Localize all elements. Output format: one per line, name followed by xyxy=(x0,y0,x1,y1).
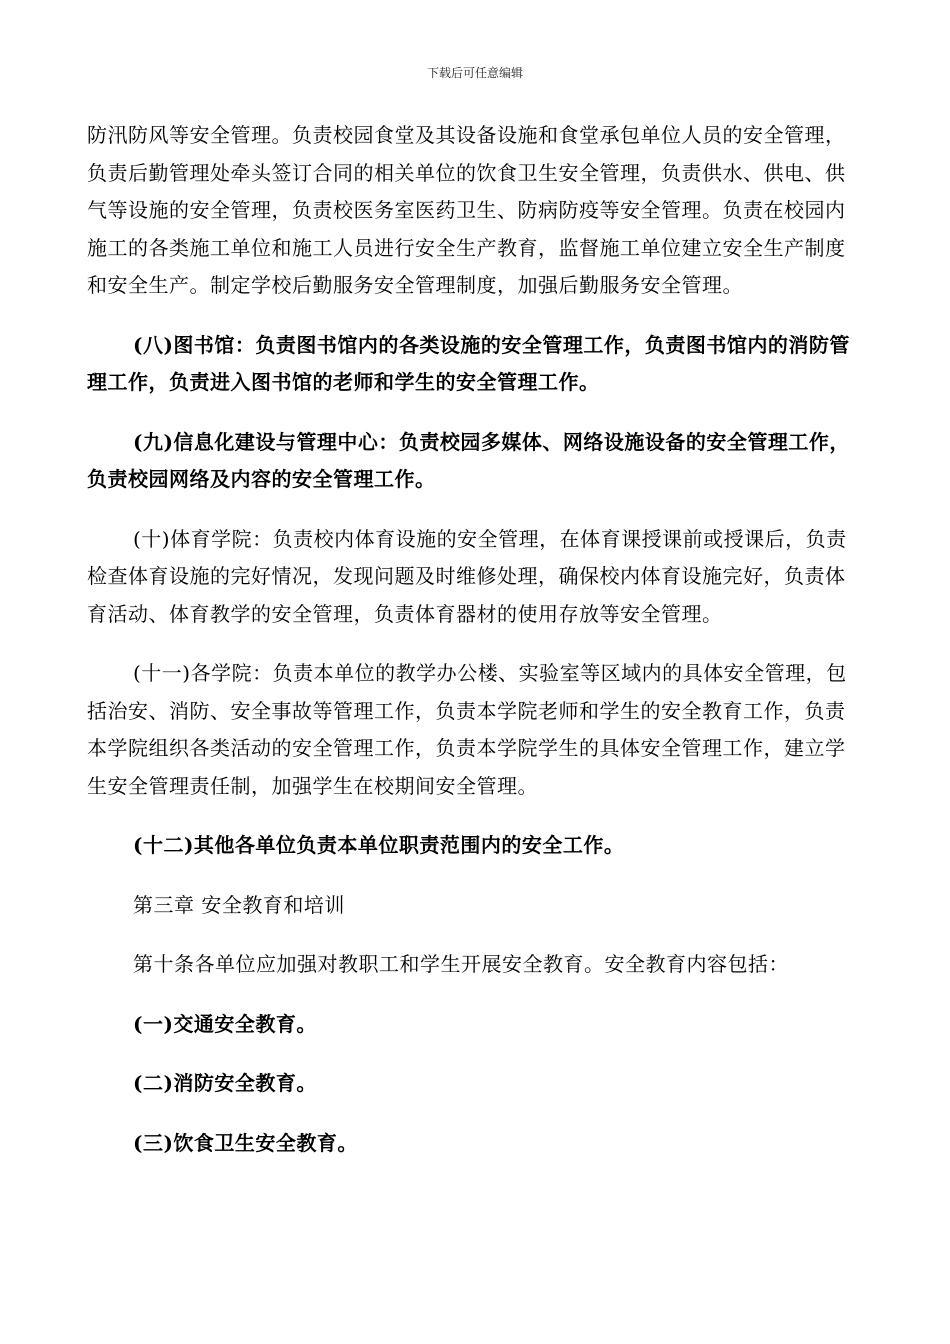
article-ten: 第十条各单位应加强对教职工和学生开展安全教育。安全教育内容包括： xyxy=(133,952,789,976)
chapter-heading: 第三章 安全教育和培训 xyxy=(133,892,345,917)
list-item-fire: (二)消防安全教育。 xyxy=(133,1071,317,1095)
paragraph-library: (八)图书馆：负责图书馆内的各类设施的安全管理工作，负责图书馆内的消防管理工作，负责进入图书馆的老师和学生的安全管理工作。 xyxy=(87,332,850,394)
paragraph-logistics: 防汛防风等安全管理。负责校园食堂及其设备设施和食堂承包单位人员的安全管理，负责后勤管理处牵头签订合同的相关单位的饮食卫生安全管理，负责供水、供电、供气等设施的安全管理，负责校医务室医药卫生、防病防疫等安全管理。负责在校园内施工的各类施工单位和施工人员进行安全生产教育，监督施工单位建立安全生产制度和安全生产。制定学校后勤服务安全管理制度，加强后勤服务安全管理。 xyxy=(87,123,846,297)
paragraph-info-center: (九)信息化建设与管理中心：负责校园多媒体、网络设施设备的安全管理工作，负责校园网络及内容的安全管理工作。 xyxy=(87,429,850,491)
page-header: 下载后可任意编辑 xyxy=(426,66,523,80)
list-item-traffic: (一)交通安全教育。 xyxy=(133,1011,317,1036)
list-item-food: (三)饮食卫生安全教育。 xyxy=(133,1130,358,1155)
document-body xyxy=(87,117,857,1162)
paragraph-colleges: (十一)各学院：负责本单位的教学办公楼、实验室等区域内的具体安全管理，包括治安、消防、安全事故等管理工作，负责本学院老师和学生的安全教育工作，负责本学院组织各类活动的安全管理工作，负责本学院学生的具体安全管理工作，建立学生安全管理责任制，加强学生在校期间安全管理。 xyxy=(87,661,847,798)
paragraph-other-units: (十二)其他各单位负责本单位职责范围内的安全工作。 xyxy=(133,833,625,857)
paragraph-sports-college: (十)体育学院：负责校内体育设施的安全管理，在体育课授课前或授课后，负责检查体育设施的完好情况，发现问题及时维修处理，确保校内体育设施完好，负责体育活动、体育教学的安全管理，负责体育器材的使用存放等安全管理。 xyxy=(87,526,847,626)
